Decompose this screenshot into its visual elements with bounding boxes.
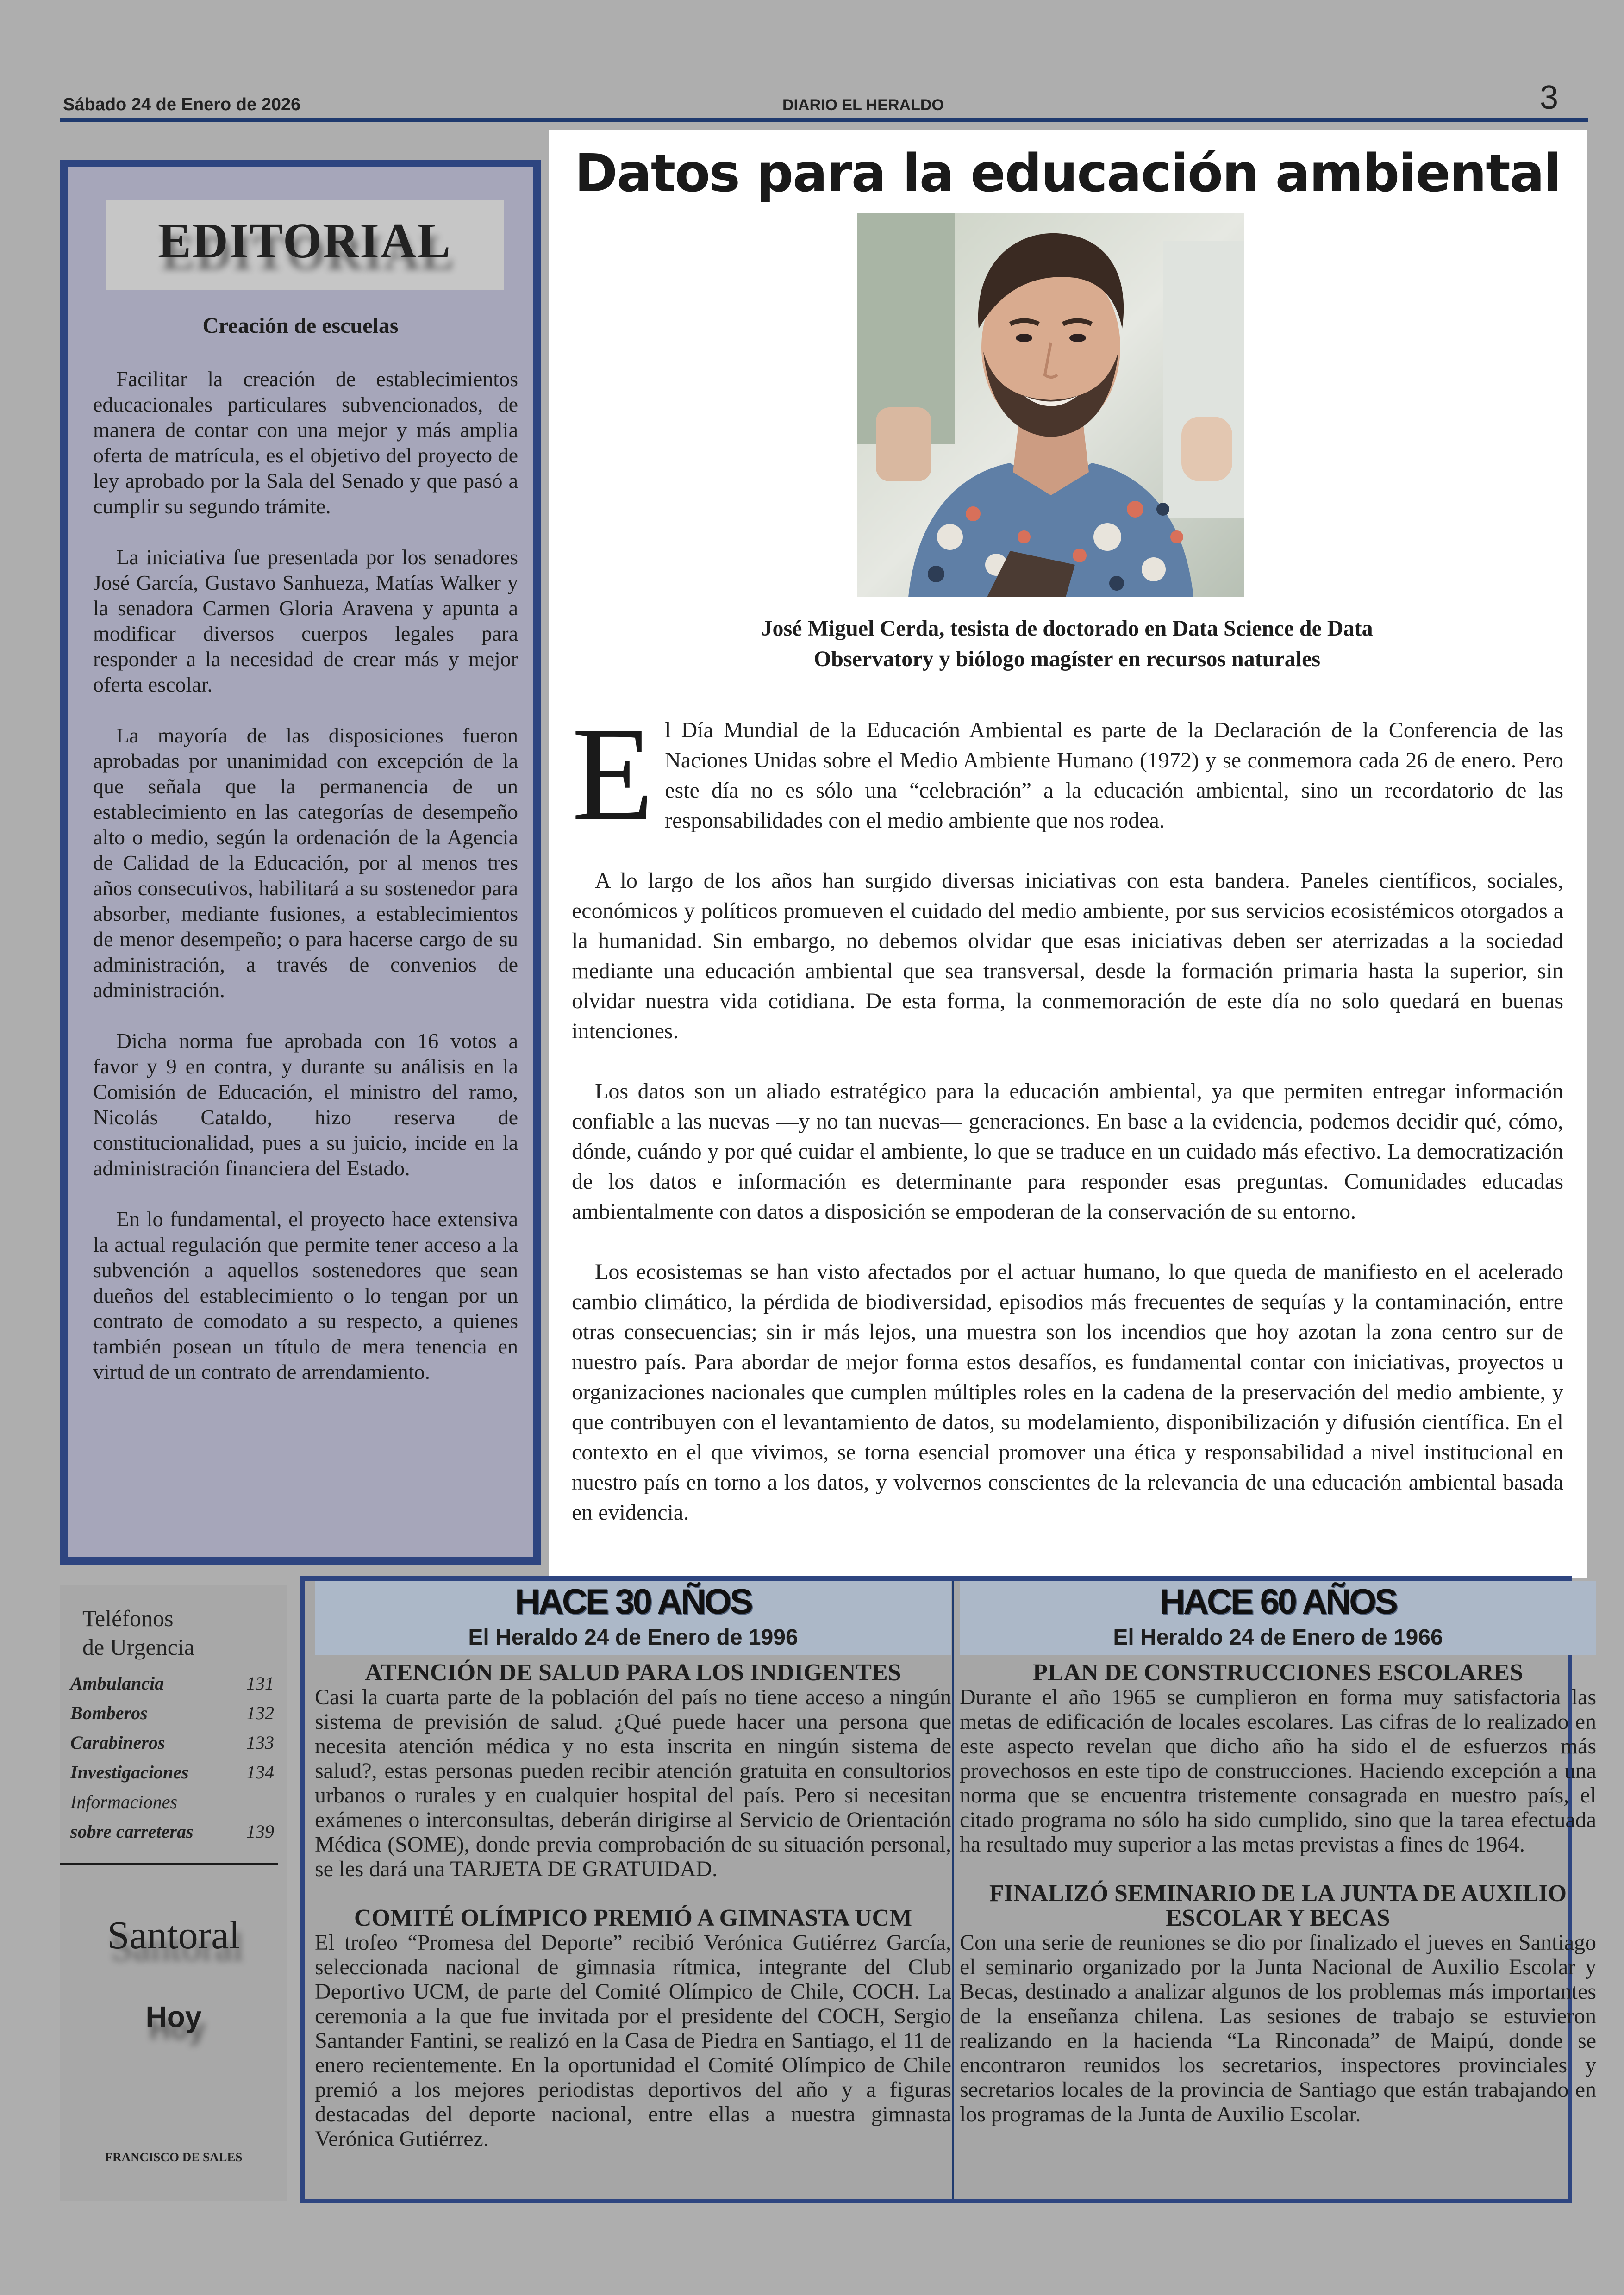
article-body [572,699,1563,1558]
story-text: Con una serie de reuniones se dio por finalizado el jueves en Santiago el seminario organizado por la Junta Nacional de Auxilio Escolar y Becas, destinado a analizar algunos de los problemas más importantes de la enseñanza chilena. Las sesiones de trabajo se estuvieron realizando en la hacienda “La Rinconada” de Maipú, donde se encontraron reunidos los secretarios, inspectores provinciales y secretarios locales de la provincia de Santiago que están trabajando en los programas de la Junta de Auxilio Escolar. [960,1930,1596,2127]
phones-title [82,1604,194,1661]
phones-list [70,1669,274,1846]
hace-60-heading: HACE 60 AÑOS [1160,1582,1396,1621]
emergency-phones-panel [60,1585,287,2201]
santoral-title: Santoral [107,1913,240,1957]
story-text: El trofeo “Promesa del Deporte” recibió Verónica Gutiérrez García, seleccionada nacional de gimnasia rítmica, integrante del Club Deportivo UCM, de parte del Comité Olímpico de Chile, COCH. La ceremonia a la que fue invitada por el presidente del COCH, Sergio Santander Fantini, se realizó en la Casa de Piedra en Santiago, el 11 de enero recientemente. En la oportunidad el Comité Olímpico de Chile premió a los mejores periodistas deportivos del año y a figuras destacadas del deporte nacional, entre ellas a nuestra gimnasta Verónica Gutiérrez. [315,1930,951,2151]
hace-60-stories [960,1660,1596,2127]
editorial-title: EDITORIAL [157,213,452,268]
story-text: Casi la cuarta parte de la población del país no tiene acceso a ningún sistema de previsión de salud. ¿Qué puede hacer una persona que necesita atención médica y no esta inscrita en ningún sistema de salud?, estas personas pueden recibir atención gratuita en consultorios urbanos o rurales y en cualquier hospital del país. Pero si necesitan exámenes o interconsultas, deberán dirigirse al Servicio de Orientación Médica (SOME), donde previa comprobación de su situación personal, se les dará una TARJETA DE GRATUIDAD. [315,1685,951,1881]
phones-divider [60,1863,278,1865]
editorial-subtitle: Creación de escuelas [202,313,399,338]
phone-number: 131 [246,1673,274,1694]
article-lead-text: l Día Mundial de la Educación Ambiental es parte de la Declaración de la Conferencia de las Naciones Unidas sobre el Medio Ambiente Humano (1972) y se conmemora cada 26 de enero. Pero este día no es sólo una “celebración” a la educación ambiental, sino un recordatorio de las responsabilidades con el medio ambiente que nos rodea. [665,718,1563,833]
story-title: FINALIZÓ SEMINARIO DE LA JUNTA DE AUXILIO ESCOLAR Y BECAS [989,1880,1567,1931]
editorial-paragraph: Facilitar la creación de establecimientos educacionales particulares subvencionados, de manera de contar con una mejor y más amplia oferta de matrícula, es el objetivo del proyecto de ley aprobado por la Sala del Senado y que pasó a cumplir su segundo trámite. [93,367,518,518]
story-title: COMITÉ OLÍMPICO PREMIÓ A GIMNASTA UCM [354,1905,912,1931]
story-title: PLAN DE CONSTRUCCIONES ESCOLARES [1033,1659,1523,1686]
page-number: 3 [1540,79,1559,116]
editorial-body [93,366,518,1410]
drop-cap: E [572,699,654,848]
story-title: ATENCIÓN DE SALUD PARA LOS INDIGENTES [365,1659,901,1686]
santoral-today-label: Hoy [145,2000,202,2033]
hace-30-subheading: El Heraldo 24 de Enero de 1996 [468,1625,798,1650]
santoral-saint-name: FRANCISCO DE SALES [105,2150,243,2164]
photo-caption: José Miguel Cerda, tesista de doctorado en Data Science de Data Observatory y biólogo magíster en recursos naturales [761,616,1373,671]
story-text: Durante el año 1965 se cumplieron en forma muy satisfactoria las metas de edificación de locales escolares. Las cifras de lo realizado en este aspecto revelan que dicho año ha sido el de esfuerzos más provechosos en este tipo de construcciones. Haciendo excepción a una norma que se encuentra tristemente consagrada en nuestro país, el citado programa no sólo ha sido cumplido, sino que la tarea efectuada ha resultado muy superior a las metas previstas a fines de 1964. [960,1685,1596,1857]
phone-row-carreteras [70,1817,274,1846]
hace-30-stories [315,1660,951,2151]
phone-label: Investigaciones [70,1762,189,1783]
hace-30-heading: HACE 30 AÑOS [515,1582,751,1621]
article-title: Datos para la educación ambiental [575,143,1561,204]
editorial-paragraph: En lo fundamental, el proyecto hace extensiva la actual regulación que permite tener acceso a la subvención a aquellos sostenedores que sean dueños del establecimiento o lo tengan por un contrato de comodato a su respecto, a quienes también posean un título de mera tenencia en virtud de un contrato de arrendamiento. [93,1207,518,1384]
article-paragraph: A lo largo de los años han surgido diversas iniciativas con esta bandera. Paneles científicos, sociales, económicos y políticos promueven el cuidado del medio ambiente, por sus servicios ecosistémicos otorgados a la humanidad. Sin embargo, no debemos olvidar que esas iniciativas deben ser aterrizadas a la sociedad mediante una educación ambiental que sea transversal, desde la formación primaria hasta la superior, sin olvidar nuestra vida cotidiana. De esta forma, la conmemoración de este día no solo quedará en buenas intenciones. [572,868,1563,1043]
phone-number: 132 [246,1703,274,1723]
phone-label: Informaciones [70,1791,178,1812]
editorial-banner [106,200,504,290]
phones-title-line: de Urgencia [82,1634,195,1660]
hace-30-column [315,1581,951,2199]
phone-label: sobre carreteras [70,1821,194,1842]
phone-number: 139 [246,1821,274,1842]
history-column-divider [952,1581,954,2199]
editorial-paragraph: Dicha norma fue aprobada con 16 votos a favor y 9 en contra, y durante su análisis en la Comisión de Educación, el ministro del ramo, Nicolás Cataldo, hizo reserva de constitucionalidad, pues a su juicio, incide en la administración financiera del Estado. [93,1029,518,1180]
hace-60-column [960,1581,1596,2199]
phone-number: 134 [246,1762,274,1783]
issue-date: Sábado 24 de Enero de 2026 [63,95,301,114]
phone-row-bomberos [70,1698,274,1728]
header-rule [60,118,1588,122]
article-lead-paragraph [572,699,1563,848]
phone-number: 133 [246,1732,274,1753]
phone-row-informaciones [70,1787,274,1817]
phone-label: Ambulancia [70,1673,164,1694]
editorial-paragraph: La iniciativa fue presentada por los senadores José García, Gustavo Sanhueza, Matías Walker y la senadora Carmen Gloria Aravena y apunta a modificar diversos cuerpos legales para responder a la necesidad de crear más y mejor oferta escolar. [93,545,518,696]
article-paragraph: Los datos son un aliado estratégico para la educación ambiental, ya que permiten entregar información confiable a las nuevas —y no tan nuevas— generaciones. En base a la evidencia, podemos decidir qué, cómo, dónde, cuándo y por qué cuidar el ambiente, lo que se traduce en un cuidado más efectivo. La democratización de los datos e información es determinante para responder esas preguntas. Comunidades educadas ambientalmente con datos a disposición se empoderan de la conservación de su entorno. [572,1079,1563,1224]
phone-label: Carabineros [70,1732,165,1753]
phone-row-investigaciones [70,1758,274,1787]
phones-title-line: Teléfonos [82,1605,174,1631]
hace-60-subheading: El Heraldo 24 de Enero de 1966 [1113,1625,1443,1650]
article-paragraph: Los ecosistemas se han visto afectados por el actuar humano, lo que queda de manifiesto en el acelerado cambio climático, la pérdida de biodiversidad, episodios más frecuentes de sequías y la contaminación, entre otras consecuencias; sin ir más lejos, una muestra son los incendios que hoy azotan la zona centro sur de nuestro país. Para abordar de mejor forma estos desafíos, es fundamental contar con iniciativas, proyectos u organizaciones nacionales que cumplen múltiples roles en la cadena de la preservación del medio ambiente, y que contribuyen con el levantamiento de datos, su modelamiento, disponibilización y difusión científica. En el contexto en el que vivimos, se torna esencial promover una ética y responsabilidad a nivel institucional en nuestro país en torno a los datos, y volvernos conscientes de la relevancia de una educación ambiental basada en evidencia. [572,1260,1563,1525]
phone-row-carabineros [70,1728,274,1758]
phone-label: Bomberos [70,1703,148,1723]
newspaper-name: DIARIO EL HERALDO [782,96,944,114]
phone-row-ambulancia [70,1669,274,1698]
main-article [549,130,1587,1578]
author-photo [857,213,1244,597]
editorial-paragraph: La mayoría de las disposiciones fueron aprobadas por unanimidad con excepción de la que señala que la permanencia de un establecimiento en las categorías de desempeño alto o medio, según la ordenación de la Agencia de Calidad de la Educación, por al menos tres años consecutivos, habilitará a su sostenedor para absorber, mediante fusiones, a establecimientos de menor desempeño; o para hacerse cargo de su administración, a través de convenios de administración. [93,723,518,1002]
history-box [300,1576,1596,2203]
editorial-column [60,160,541,1565]
